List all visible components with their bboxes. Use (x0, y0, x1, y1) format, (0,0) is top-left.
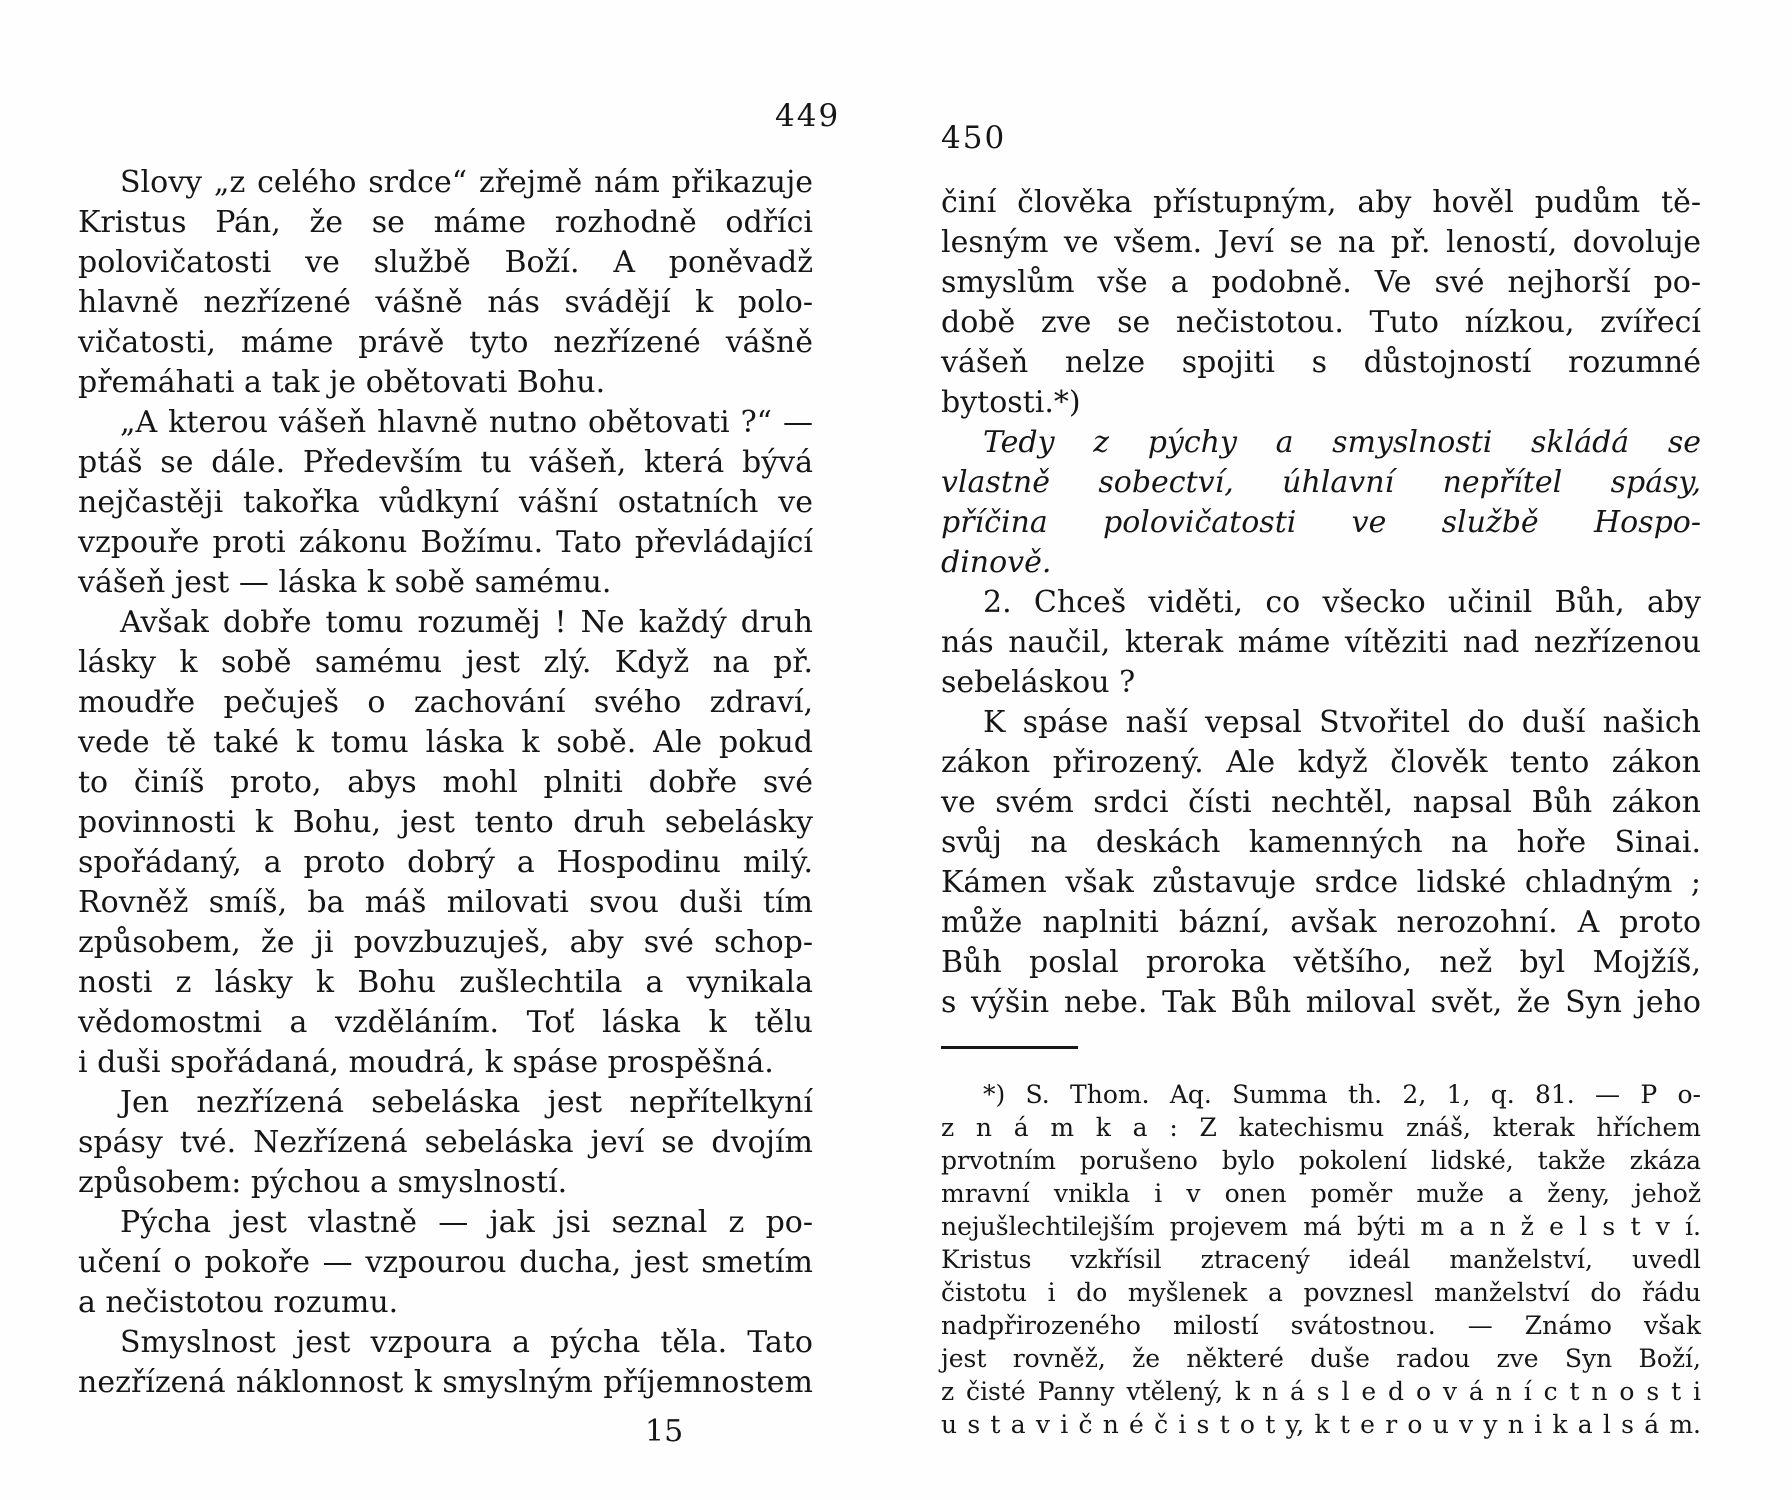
paragraph (78, 1203, 813, 1323)
text-line: nezřízená náklonnost k smyslným příjemnostem (78, 1365, 813, 1400)
text-line: způsobem: pýchou a smyslností. (78, 1165, 568, 1200)
text-line: sebeláskou ? (941, 665, 1136, 700)
text-line: nejčastěji takořka vůdkyní vášní ostatních ve (78, 485, 813, 520)
text-line: může naplniti bázní, avšak nerozohní. A proto (941, 905, 1701, 940)
text-line: Smyslnost jest vzpoura a pýcha těla. Tato (120, 1325, 813, 1360)
text-line: smyslům vše a podobně. Ve své nejhorší po- (941, 265, 1701, 300)
text-line: s výšin nebe. Tak Bůh miloval svět, že Syn jeho (941, 985, 1701, 1020)
text-line: Bůh poslal proroka většího, než byl Mojžíš, (941, 945, 1701, 980)
text-line: lásky k sobě samému jest zlý. Když na př. (78, 645, 813, 680)
text-line: spásy tvé. Nezřízená sebeláska jeví se dvojím (78, 1125, 813, 1160)
text-line: mravní vnikla i v onen poměr muže a ženy, jehož (941, 1179, 1701, 1208)
paragraph (941, 183, 1701, 423)
text-line: přemáhati a tak je obětovati Bohu. (78, 365, 606, 400)
text-line: činí člověka přístupným, aby hověl pudům tě- (941, 185, 1701, 220)
text-line: z n á m k a : Z katechismu znáš, kterak hříchem (941, 1113, 1701, 1142)
text-line: nás naučil, kterak máme vítěziti nad nezřízenou (941, 625, 1701, 660)
text-line: vášeň jest — láska k sobě samému. (78, 565, 612, 600)
paragraph (78, 403, 813, 603)
text-line: svůj na deskách kamenných na hoře Sinai. (941, 825, 1701, 860)
text-line: dinově. (941, 545, 1052, 580)
paragraph (78, 1323, 813, 1403)
text-line: spořádaný, a proto dobrý a Hospodinu milý. (78, 845, 813, 880)
text-line: prvotním porušeno bylo pokolení lidské, takže zkáza (941, 1146, 1701, 1175)
text-line: Avšak dobře tomu rozuměj ! Ne každý druh (120, 605, 813, 640)
text-line: u s t a v i č n é č i s t o t y, k t e r o u v y n i k a l s á m. (941, 1410, 1701, 1439)
text-line: z čisté Panny vtělený, k n á s l e d o v á n í c t n o s t i (941, 1377, 1701, 1406)
paragraph (941, 703, 1701, 1023)
paragraph (941, 583, 1701, 703)
text-line: Pýcha jest vlastně — jak jsi seznal z po- (120, 1205, 813, 1240)
text-line: vede tě také k tomu láska k sobě. Ale pokud (78, 725, 813, 760)
text-line: Kámen však zůstavuje srdce lidské chladným ; (941, 865, 1701, 900)
text-line: ve svém srdci čísti nechtěl, napsal Bůh zákon (941, 785, 1701, 820)
text-line: ptáš se dále. Především tu vášeň, která bývá (78, 445, 813, 480)
page-left-text (78, 163, 813, 1403)
footnote-separator-rule (941, 1046, 1078, 1049)
text-line: „A kterou vášeň hlavně nutno obětovati ?“ — (120, 405, 813, 440)
paragraph (78, 1083, 813, 1203)
text-line: bytosti.*) (941, 385, 1081, 420)
text-line: 2. Chceš viděti, co všecko učinil Bůh, aby (983, 585, 1701, 620)
text-line: zákon přirozený. Ale když člověk tento zákon (941, 745, 1701, 780)
footer-page-number: 15 (645, 1414, 684, 1449)
text-line: vlastně sobectví, úhlavní nepřítel spásy, (941, 465, 1701, 500)
text-line: Slovy „z celého srdce“ zřejmě nám přikazuje (120, 165, 813, 200)
text-line: způsobem, že ji povzbuzuješ, aby své schop- (78, 925, 813, 960)
text-line: Kristus vzkřísil ztracený ideál manželství, uvedl (941, 1245, 1701, 1274)
paragraph (78, 163, 813, 403)
text-line: to činíš proto, abys mohl plniti dobře své (78, 765, 813, 800)
text-line: i duši spořádaná, moudrá, k spáse prospěšná. (78, 1045, 774, 1080)
text-line: a nečistotou rozumu. (78, 1285, 399, 1320)
text-line: K spáse naší vepsal Stvořitel do duší našich (983, 705, 1701, 740)
text-line: vášeň nelze spojiti s důstojností rozumné (941, 345, 1701, 380)
text-line: učení o pokoře — vzpourou ducha, jest smetím (78, 1245, 813, 1280)
page-right-footnote (941, 1078, 1701, 1441)
text-line: povinnosti k Bohu, jest tento druh sebelásky (78, 805, 813, 840)
text-line: moudře pečuješ o zachování svého zdraví, (78, 685, 813, 720)
text-line: příčina polovičatosti ve službě Hospo- (941, 505, 1701, 540)
text-line: vzpouře proti zákonu Božímu. Tato převládající (78, 525, 813, 560)
emphasis-paragraph (941, 423, 1701, 583)
text-line: hlavně nezřízené vášně nás svádějí k polo- (78, 285, 813, 320)
paragraph (941, 1078, 1701, 1441)
paragraph (78, 603, 813, 1083)
text-line: vědomostmi a vzděláním. Toť láska k tělu (78, 1005, 813, 1040)
text-line: vičatosti, máme právě tyto nezřízené vášně (78, 325, 813, 360)
text-line: nejušlechtilejším projevem má býti m a n ž e l s t v í. (941, 1212, 1701, 1241)
text-line: polovičatosti ve službě Boží. A poněvadž (78, 245, 813, 280)
text-line: Rovněž smíš, ba máš milovati svou duši tím (78, 885, 813, 920)
page-right-text (941, 183, 1701, 1023)
text-line: Jen nezřízená sebeláska jest nepřítelkyní (120, 1085, 813, 1120)
text-line: *) S. Thom. Aq. Summa th. 2, 1, q. 81. — P o- (983, 1080, 1701, 1109)
text-line: jest rovněž, že některé duše radou zve Syn Boží, (941, 1344, 1701, 1373)
text-line: Tedy z pýchy a smyslnosti skládá se (983, 425, 1701, 460)
text-line: nadpřirozeného milostí svátostnou. — Známo však (941, 1311, 1701, 1340)
page-number-right: 450 (941, 120, 1007, 156)
text-line: nosti z lásky k Bohu zušlechtila a vynikala (78, 965, 813, 1000)
text-line: Kristus Pán, že se máme rozhodně odříci (78, 205, 813, 240)
page-number-left: 449 (775, 98, 841, 134)
text-line: době zve se nečistotou. Tuto nízkou, zvířecí (941, 305, 1701, 340)
text-line: čistotu i do myšlenek a povznesl manželství do řádu (941, 1278, 1701, 1307)
text-line: lesným ve všem. Jeví se na př. leností, dovoluje (941, 225, 1701, 260)
